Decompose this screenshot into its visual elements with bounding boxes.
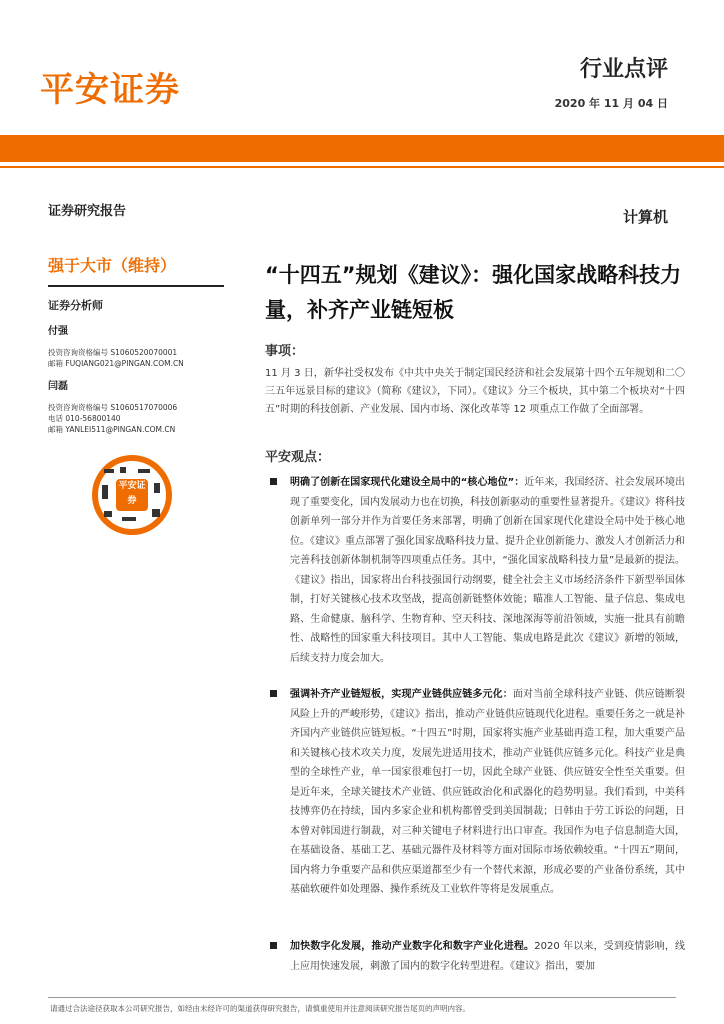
analyst-phone: 电话 010-56800140 [48,414,121,423]
bullet-icon [270,690,277,697]
analyst-card [48,322,184,369]
bullet-lead: 加快数字化发展，推动产业数字化和数字产业化进程。 [290,941,535,952]
bullet-icon [270,942,277,949]
bullet-body: 2020 年以来，受到疫情影响，线上应用快速发展，刺激了国内的数字化转型进程。《建议》指出，要加 [290,941,685,972]
analysts-heading: 证券分析师 [48,299,103,312]
report-title: “十四五”规划《建议》：强化国家战略科技力量，补齐产业链短板 [265,263,682,322]
header-rule [0,166,724,168]
qr-logo: 平安证券 [116,479,148,511]
report-type: 行业点评 [579,57,668,82]
event-text: 11 月 3 日，新华社受权发布《中共中央关于制定国民经济和社会发展第十四个五年规划和二〇三五年远景目标的建议》（简称《建议》，下同）。《建议》分三个板块，其中第二个板块对“十四五”时期的科技创新、产业发展、国内市场、深化改革等 12 项重点工作做了全面部署。 [265,368,685,415]
event-heading: 事项： [265,344,305,359]
footer-rule [48,997,676,998]
list-item [270,937,685,976]
list-item [270,685,685,900]
analyst-card [48,377,177,435]
industry-label: 计算机 [622,208,668,226]
brief-title: 证券研究报告 [48,204,127,219]
brand-logo: 平安证券 [40,70,180,110]
header-band [0,135,724,162]
bullet-lead: 强调补齐产业链短板，实现产业链供应链多元化： [290,689,513,700]
analyst-name: 付强 [48,326,68,337]
list-item [270,473,685,668]
analyst-email: 邮箱 YANLEI511@PINGAN.COM.CN [48,425,176,434]
bullet-body: 面对当前全球科技产业链、供应链断裂风险上升的严峻形势，《建议》指出，推动产业链供应链现代化进程。重要任务之一就是补齐国内产业链供应链短板。“十四五”时期，国家将实施产业基础再造工程，加大重要产品和关键核心技术攻关力度，发展先进适用技术，推动产业链供应链多元化。科技产业是典型的全球性产业，单一国家很难包打一切，因此全球产业链、供应链安全性至关重要。但是近年来，全球关键技术产业链、供应链政治化和武器化的趋势明显。我们看到，中美科技博弈仍在持续，国内多家企业和机构都曾受到美国制裁；日韩由于劳工诉讼的问题，日本曾对韩国进行制裁，对三种关键电子材料进行出口审查。我国作为电子信息制造大国，在基础设备、基础工艺、基础元器件及材料等方面对国际市场依赖较重。“十四五”期间，国内将力争重要产品和供应渠道都至少有一个替代来源，形成必要的产业备份系统，其中基础软硬件如处理器、操作系统及工业软件等将是发展重点。 [290,689,686,895]
bullet-icon [270,478,277,485]
analyst-name: 闫磊 [48,381,68,392]
rating-label: 强于大市（维持） [48,256,177,275]
qr-code [92,455,172,535]
divider [48,285,224,287]
view-heading: 平安观点： [265,450,331,465]
report-date: 2020 年 11 月 04 日 [554,97,668,110]
bullet-lead: 明确了创新在国家现代化建设全局中的“核心地位”： [290,477,525,488]
analyst-license: 投资咨询资格编号 S1060520070001 [48,348,178,357]
analyst-license: 投资咨询资格编号 S1060517070006 [48,403,178,412]
bullet-body: 近年来，我国经济、社会发展环境出现了重要变化，国内发展动力也在切换，科技创新驱动的重要性显著提升。《建议》将科技创新单列一部分并作为首要任务来部署，明确了创新在国家现代化建设全局中处于核心地位。《建议》重点部署了强化国家战略科技力量、提升企业创新能力、激发人才创新活力和完善科技创新体制机制等四项重点任务。其中，“强化国家战略科技力量”是最新的提法。《建议》指出，国家将出台科技强国行动纲要，健全社会主义市场经济条件下新型举国体制，打好关键核心技术攻坚战，提高创新链整体效能；瞄准人工智能、量子信息、集成电路、生命健康、脑科学、生物育种、空天科技、深地深海等前沿领域，实施一批具有前瞻性、战略性的国家重大科技项目。其中人工智能、集成电路是此次《建议》新增的领域，后续支持力度会加大。 [290,477,685,664]
analyst-email: 邮箱 FUQIANG021@PINGAN.COM.CN [48,359,184,368]
footer-disclaimer: 请通过合法途径获取本公司研究报告，如经由未经许可的渠道获得研究报告，请慎重使用并注意阅读研究报告尾页的声明内容。 [50,1004,470,1013]
